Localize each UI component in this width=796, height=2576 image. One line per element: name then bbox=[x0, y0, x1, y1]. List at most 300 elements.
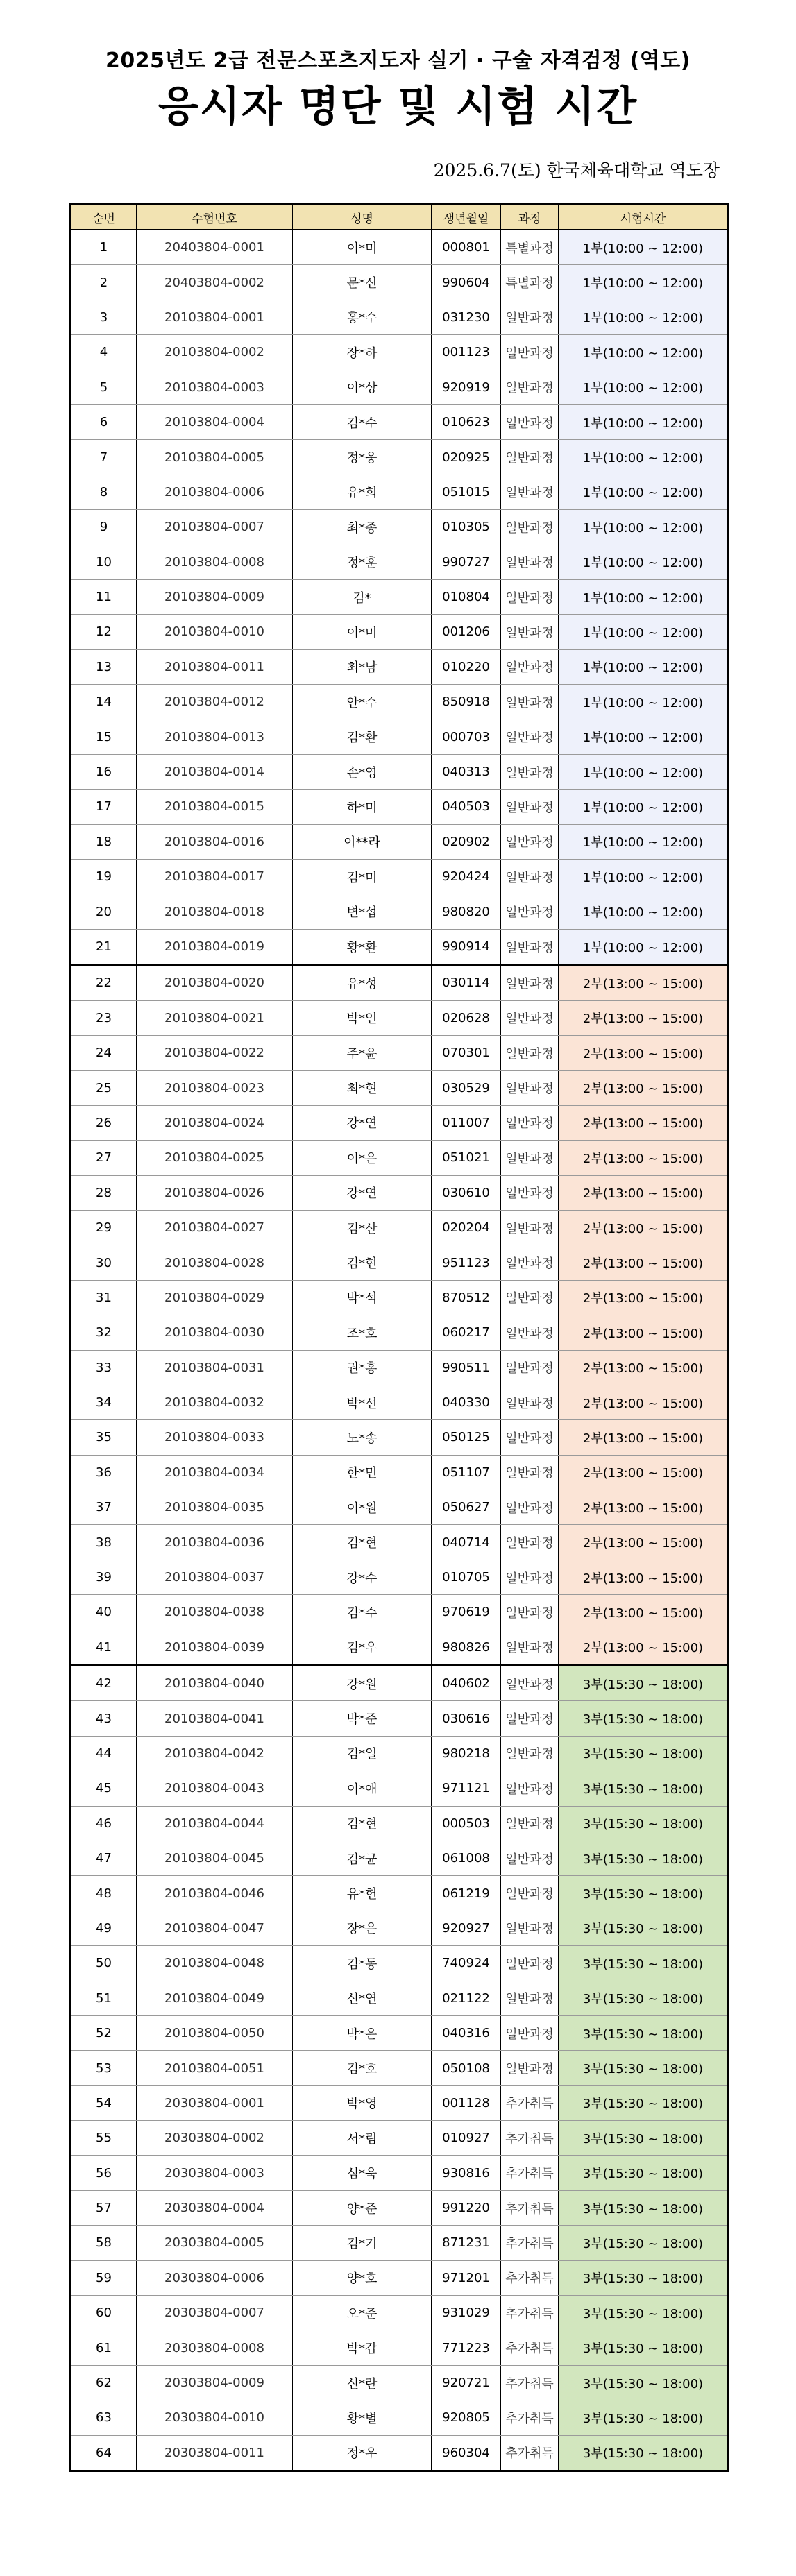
cell-course: 특별과정 bbox=[501, 230, 559, 265]
cell-course: 일반과정 bbox=[501, 1841, 559, 1875]
table-row bbox=[71, 754, 729, 789]
cell-exam-number: 20103804-0049 bbox=[137, 1981, 293, 2015]
cell-no: 20 bbox=[71, 894, 137, 929]
cell-course: 일반과정 bbox=[501, 965, 559, 1000]
cell-course: 일반과정 bbox=[501, 1595, 559, 1630]
cell-exam-time: 2부(13:00 ~ 15:00) bbox=[559, 1595, 729, 1630]
cell-exam-time: 2부(13:00 ~ 15:00) bbox=[559, 1630, 729, 1665]
cell-exam-number: 20103804-0048 bbox=[137, 1946, 293, 1981]
cell-exam-time: 3부(15:30 ~ 18:00) bbox=[559, 2260, 729, 2295]
cell-name: 이*미 bbox=[293, 615, 432, 649]
cell-no: 61 bbox=[71, 2330, 137, 2365]
cell-no: 34 bbox=[71, 1385, 137, 1419]
cell-no: 59 bbox=[71, 2260, 137, 2295]
cell-no: 38 bbox=[71, 1525, 137, 1560]
cell-no: 55 bbox=[71, 2121, 137, 2156]
table-row bbox=[71, 2190, 729, 2225]
table-row bbox=[71, 1560, 729, 1594]
cell-name: 김*일 bbox=[293, 1736, 432, 1771]
cell-no: 16 bbox=[71, 754, 137, 789]
cell-course: 일반과정 bbox=[501, 719, 559, 754]
cell-no: 6 bbox=[71, 404, 137, 439]
cell-course: 일반과정 bbox=[501, 615, 559, 649]
cell-exam-time: 2부(13:00 ~ 15:00) bbox=[559, 1525, 729, 1560]
table-row bbox=[71, 965, 729, 1000]
cell-name: 변*섭 bbox=[293, 894, 432, 929]
cell-no: 36 bbox=[71, 1455, 137, 1490]
cell-course: 일반과정 bbox=[501, 1455, 559, 1490]
cell-birthdate: 051015 bbox=[432, 475, 501, 509]
table-row bbox=[71, 265, 729, 300]
cell-birthdate: 051107 bbox=[432, 1455, 501, 1490]
cell-course: 일반과정 bbox=[501, 824, 559, 859]
cell-name: 정*웅 bbox=[293, 440, 432, 475]
table-row bbox=[71, 1035, 729, 1070]
cell-no: 48 bbox=[71, 1876, 137, 1911]
cell-exam-time: 1부(10:00 ~ 12:00) bbox=[559, 685, 729, 719]
cell-course: 일반과정 bbox=[501, 1350, 559, 1385]
cell-birthdate: 931029 bbox=[432, 2296, 501, 2330]
cell-exam-time: 3부(15:30 ~ 18:00) bbox=[559, 1911, 729, 1945]
cell-course: 일반과정 bbox=[501, 545, 559, 579]
cell-exam-time: 3부(15:30 ~ 18:00) bbox=[559, 2226, 729, 2260]
cell-exam-number: 20103804-0011 bbox=[137, 649, 293, 684]
cell-exam-number: 20103804-0020 bbox=[137, 965, 293, 1000]
cell-exam-time: 2부(13:00 ~ 15:00) bbox=[559, 1560, 729, 1594]
cell-birthdate: 990727 bbox=[432, 545, 501, 579]
cell-exam-number: 20103804-0047 bbox=[137, 1911, 293, 1945]
cell-birthdate: 010804 bbox=[432, 579, 501, 614]
cell-exam-number: 20403804-0002 bbox=[137, 265, 293, 300]
cell-name: 강*원 bbox=[293, 1666, 432, 1701]
table-row bbox=[71, 335, 729, 370]
cell-exam-number: 20303804-0010 bbox=[137, 2400, 293, 2435]
table-row bbox=[71, 1280, 729, 1315]
cell-birthdate: 990511 bbox=[432, 1350, 501, 1385]
cell-birthdate: 850918 bbox=[432, 685, 501, 719]
cell-birthdate: 021122 bbox=[432, 1981, 501, 2015]
cell-name: 김*수 bbox=[293, 1595, 432, 1630]
cell-name: 이*은 bbox=[293, 1141, 432, 1175]
cell-exam-number: 20103804-0010 bbox=[137, 615, 293, 649]
table-row bbox=[71, 1141, 729, 1175]
cell-no: 53 bbox=[71, 2051, 137, 2085]
cell-no: 4 bbox=[71, 335, 137, 370]
cell-name: 박*은 bbox=[293, 2015, 432, 2050]
cell-course: 일반과정 bbox=[501, 1771, 559, 1806]
cell-exam-time: 2부(13:00 ~ 15:00) bbox=[559, 1350, 729, 1385]
cell-birthdate: 040316 bbox=[432, 2015, 501, 2050]
table-row bbox=[71, 1736, 729, 1771]
cell-name: 이*상 bbox=[293, 370, 432, 404]
cell-exam-number: 20303804-0002 bbox=[137, 2121, 293, 2156]
cell-name: 김*산 bbox=[293, 1210, 432, 1245]
cell-no: 56 bbox=[71, 2156, 137, 2190]
cell-no: 58 bbox=[71, 2226, 137, 2260]
cell-exam-time: 1부(10:00 ~ 12:00) bbox=[559, 719, 729, 754]
cell-birthdate: 040602 bbox=[432, 1666, 501, 1701]
cell-birthdate: 040330 bbox=[432, 1385, 501, 1419]
cell-exam-time: 1부(10:00 ~ 12:00) bbox=[559, 790, 729, 824]
cell-name: 최*종 bbox=[293, 510, 432, 545]
cell-course: 특별과정 bbox=[501, 265, 559, 300]
cell-no: 11 bbox=[71, 579, 137, 614]
cell-exam-number: 20103804-0002 bbox=[137, 335, 293, 370]
table-row bbox=[71, 545, 729, 579]
cell-exam-time: 2부(13:00 ~ 15:00) bbox=[559, 1071, 729, 1105]
cell-exam-number: 20303804-0008 bbox=[137, 2330, 293, 2365]
cell-name: 정*훈 bbox=[293, 545, 432, 579]
table-row bbox=[71, 1771, 729, 1806]
cell-name: 강*연 bbox=[293, 1175, 432, 1210]
cell-exam-time: 3부(15:30 ~ 18:00) bbox=[559, 1806, 729, 1841]
cell-birthdate: 061008 bbox=[432, 1841, 501, 1875]
cell-exam-number: 20303804-0007 bbox=[137, 2296, 293, 2330]
cell-no: 27 bbox=[71, 1141, 137, 1175]
table-row bbox=[71, 1946, 729, 1981]
cell-exam-number: 20103804-0015 bbox=[137, 790, 293, 824]
cell-name: 박*석 bbox=[293, 1280, 432, 1315]
cell-exam-time: 3부(15:30 ~ 18:00) bbox=[559, 1771, 729, 1806]
cell-birthdate: 871231 bbox=[432, 2226, 501, 2260]
cell-name: 최*남 bbox=[293, 649, 432, 684]
cell-exam-number: 20103804-0029 bbox=[137, 1280, 293, 1315]
cell-birthdate: 020204 bbox=[432, 1210, 501, 1245]
cell-no: 50 bbox=[71, 1946, 137, 1981]
cell-course: 일반과정 bbox=[501, 404, 559, 439]
cell-birthdate: 040714 bbox=[432, 1525, 501, 1560]
cell-no: 49 bbox=[71, 1911, 137, 1945]
table-row bbox=[71, 1911, 729, 1945]
cell-exam-number: 20103804-0023 bbox=[137, 1071, 293, 1105]
cell-birthdate: 980826 bbox=[432, 1630, 501, 1665]
cell-course: 일반과정 bbox=[501, 579, 559, 614]
cell-exam-number: 20103804-0001 bbox=[137, 300, 293, 334]
cell-birthdate: 980218 bbox=[432, 1736, 501, 1771]
cell-course: 일반과정 bbox=[501, 1876, 559, 1911]
candidate-roster-table bbox=[69, 203, 729, 2472]
table-row bbox=[71, 1490, 729, 1525]
cell-exam-number: 20103804-0008 bbox=[137, 545, 293, 579]
table-row bbox=[71, 685, 729, 719]
table-row bbox=[71, 1876, 729, 1911]
column-header-exam-time: 시험시간 bbox=[559, 205, 729, 230]
cell-birthdate: 000503 bbox=[432, 1806, 501, 1841]
column-header-name: 성명 bbox=[293, 205, 432, 230]
cell-exam-time: 1부(10:00 ~ 12:00) bbox=[559, 404, 729, 439]
cell-no: 29 bbox=[71, 1210, 137, 1245]
cell-exam-number: 20303804-0004 bbox=[137, 2190, 293, 2225]
cell-no: 54 bbox=[71, 2085, 137, 2120]
cell-course: 추가취득 bbox=[501, 2226, 559, 2260]
cell-exam-number: 20103804-0026 bbox=[137, 1175, 293, 1210]
table-row bbox=[71, 1525, 729, 1560]
cell-exam-number: 20103804-0019 bbox=[137, 929, 293, 964]
cell-birthdate: 000801 bbox=[432, 230, 501, 265]
cell-course: 일반과정 bbox=[501, 1035, 559, 1070]
cell-course: 일반과정 bbox=[501, 2015, 559, 2050]
cell-no: 63 bbox=[71, 2400, 137, 2435]
cell-no: 35 bbox=[71, 1420, 137, 1455]
cell-no: 28 bbox=[71, 1175, 137, 1210]
table-row bbox=[71, 1210, 729, 1245]
cell-exam-time: 1부(10:00 ~ 12:00) bbox=[559, 440, 729, 475]
table-row bbox=[71, 1981, 729, 2015]
cell-exam-number: 20103804-0005 bbox=[137, 440, 293, 475]
cell-birthdate: 970619 bbox=[432, 1595, 501, 1630]
cell-exam-number: 20103804-0027 bbox=[137, 1210, 293, 1245]
cell-no: 46 bbox=[71, 1806, 137, 1841]
cell-no: 51 bbox=[71, 1981, 137, 2015]
cell-name: 유*성 bbox=[293, 965, 432, 1000]
cell-no: 3 bbox=[71, 300, 137, 334]
cell-course: 일반과정 bbox=[501, 894, 559, 929]
cell-no: 14 bbox=[71, 685, 137, 719]
cell-birthdate: 050125 bbox=[432, 1420, 501, 1455]
cell-course: 추가취득 bbox=[501, 2190, 559, 2225]
cell-exam-number: 20303804-0005 bbox=[137, 2226, 293, 2260]
cell-birthdate: 060217 bbox=[432, 1315, 501, 1350]
table-row bbox=[71, 1630, 729, 1665]
table-row bbox=[71, 1315, 729, 1350]
cell-course: 일반과정 bbox=[501, 860, 559, 894]
cell-name: 강*수 bbox=[293, 1560, 432, 1594]
cell-course: 일반과정 bbox=[501, 1630, 559, 1665]
cell-name: 안*수 bbox=[293, 685, 432, 719]
cell-exam-time: 3부(15:30 ~ 18:00) bbox=[559, 1981, 729, 2015]
cell-no: 13 bbox=[71, 649, 137, 684]
cell-name: 신*란 bbox=[293, 2365, 432, 2400]
cell-exam-number: 20103804-0013 bbox=[137, 719, 293, 754]
cell-exam-number: 20103804-0018 bbox=[137, 894, 293, 929]
header-row bbox=[71, 205, 729, 230]
cell-name: 이*원 bbox=[293, 1490, 432, 1525]
cell-name: 김*수 bbox=[293, 404, 432, 439]
cell-no: 30 bbox=[71, 1245, 137, 1280]
cell-exam-number: 20303804-0003 bbox=[137, 2156, 293, 2190]
cell-exam-number: 20303804-0001 bbox=[137, 2085, 293, 2120]
cell-birthdate: 070301 bbox=[432, 1035, 501, 1070]
cell-no: 1 bbox=[71, 230, 137, 265]
cell-birthdate: 971201 bbox=[432, 2260, 501, 2295]
cell-no: 44 bbox=[71, 1736, 137, 1771]
cell-no: 43 bbox=[71, 1701, 137, 1736]
table-row bbox=[71, 2226, 729, 2260]
cell-exam-number: 20103804-0045 bbox=[137, 1841, 293, 1875]
cell-name: 정*우 bbox=[293, 2435, 432, 2471]
cell-birthdate: 030616 bbox=[432, 1701, 501, 1736]
cell-name: 김*환 bbox=[293, 719, 432, 754]
cell-birthdate: 011007 bbox=[432, 1105, 501, 1140]
table-header bbox=[71, 205, 729, 230]
exam-date-venue: 2025.6.7(토) 한국체육대학교 역도장 bbox=[433, 160, 720, 180]
cell-exam-number: 20103804-0040 bbox=[137, 1666, 293, 1701]
cell-exam-time: 3부(15:30 ~ 18:00) bbox=[559, 2051, 729, 2085]
cell-exam-time: 2부(13:00 ~ 15:00) bbox=[559, 1490, 729, 1525]
cell-exam-number: 20103804-0009 bbox=[137, 579, 293, 614]
table-row bbox=[71, 1000, 729, 1035]
cell-exam-time: 1부(10:00 ~ 12:00) bbox=[559, 545, 729, 579]
cell-name: 박*선 bbox=[293, 1385, 432, 1419]
cell-birthdate: 991220 bbox=[432, 2190, 501, 2225]
cell-name: 한*민 bbox=[293, 1455, 432, 1490]
cell-birthdate: 000703 bbox=[432, 719, 501, 754]
cell-name: 김*균 bbox=[293, 1841, 432, 1875]
cell-no: 23 bbox=[71, 1000, 137, 1035]
cell-exam-number: 20103804-0031 bbox=[137, 1350, 293, 1385]
cell-name: 심*욱 bbox=[293, 2156, 432, 2190]
cell-exam-time: 2부(13:00 ~ 15:00) bbox=[559, 1385, 729, 1419]
cell-no: 37 bbox=[71, 1490, 137, 1525]
table-row bbox=[71, 1455, 729, 1490]
cell-exam-number: 20103804-0030 bbox=[137, 1315, 293, 1350]
cell-exam-number: 20103804-0042 bbox=[137, 1736, 293, 1771]
cell-course: 일반과정 bbox=[501, 335, 559, 370]
cell-birthdate: 001206 bbox=[432, 615, 501, 649]
table-row bbox=[71, 894, 729, 929]
cell-name: 문*신 bbox=[293, 265, 432, 300]
cell-no: 64 bbox=[71, 2435, 137, 2471]
cell-exam-time: 1부(10:00 ~ 12:00) bbox=[559, 300, 729, 334]
cell-no: 32 bbox=[71, 1315, 137, 1350]
cell-exam-time: 2부(13:00 ~ 15:00) bbox=[559, 1210, 729, 1245]
cell-course: 일반과정 bbox=[501, 475, 559, 509]
table-row bbox=[71, 2051, 729, 2085]
cell-no: 62 bbox=[71, 2365, 137, 2400]
table-row bbox=[71, 2435, 729, 2471]
cell-name: 하*미 bbox=[293, 790, 432, 824]
cell-course: 일반과정 bbox=[501, 1141, 559, 1175]
cell-no: 39 bbox=[71, 1560, 137, 1594]
column-header-birthdate: 생년월일 bbox=[432, 205, 501, 230]
cell-exam-time: 3부(15:30 ~ 18:00) bbox=[559, 1876, 729, 1911]
cell-exam-time: 1부(10:00 ~ 12:00) bbox=[559, 475, 729, 509]
cell-exam-number: 20103804-0046 bbox=[137, 1876, 293, 1911]
cell-course: 일반과정 bbox=[501, 1175, 559, 1210]
cell-no: 12 bbox=[71, 615, 137, 649]
cell-no: 26 bbox=[71, 1105, 137, 1140]
cell-exam-number: 20303804-0006 bbox=[137, 2260, 293, 2295]
cell-course: 추가취득 bbox=[501, 2260, 559, 2295]
cell-no: 8 bbox=[71, 475, 137, 509]
cell-course: 일반과정 bbox=[501, 1210, 559, 1245]
cell-exam-time: 1부(10:00 ~ 12:00) bbox=[559, 335, 729, 370]
cell-no: 17 bbox=[71, 790, 137, 824]
cell-exam-time: 2부(13:00 ~ 15:00) bbox=[559, 1141, 729, 1175]
table-row bbox=[71, 719, 729, 754]
cell-no: 24 bbox=[71, 1035, 137, 1070]
table-row bbox=[71, 2121, 729, 2156]
cell-course: 일반과정 bbox=[501, 1071, 559, 1105]
table-row bbox=[71, 510, 729, 545]
cell-birthdate: 020902 bbox=[432, 824, 501, 859]
table-row bbox=[71, 1841, 729, 1875]
cell-exam-time: 1부(10:00 ~ 12:00) bbox=[559, 615, 729, 649]
cell-exam-time: 3부(15:30 ~ 18:00) bbox=[559, 1666, 729, 1701]
table-row bbox=[71, 1595, 729, 1630]
cell-birthdate: 010705 bbox=[432, 1560, 501, 1594]
table-row bbox=[71, 649, 729, 684]
cell-course: 일반과정 bbox=[501, 1946, 559, 1981]
cell-birthdate: 030610 bbox=[432, 1175, 501, 1210]
cell-birthdate: 740924 bbox=[432, 1946, 501, 1981]
cell-course: 추가취득 bbox=[501, 2400, 559, 2435]
cell-exam-time: 2부(13:00 ~ 15:00) bbox=[559, 965, 729, 1000]
table-row bbox=[71, 790, 729, 824]
cell-birthdate: 001128 bbox=[432, 2085, 501, 2120]
cell-name: 권*홍 bbox=[293, 1350, 432, 1385]
cell-exam-time: 2부(13:00 ~ 15:00) bbox=[559, 1000, 729, 1035]
cell-name: 장*하 bbox=[293, 335, 432, 370]
cell-course: 일반과정 bbox=[501, 510, 559, 545]
cell-birthdate: 920927 bbox=[432, 1911, 501, 1945]
cell-name: 박*갑 bbox=[293, 2330, 432, 2365]
table-row bbox=[71, 1420, 729, 1455]
cell-name: 김*현 bbox=[293, 1245, 432, 1280]
table-row bbox=[71, 230, 729, 265]
cell-course: 일반과정 bbox=[501, 1315, 559, 1350]
cell-exam-time: 1부(10:00 ~ 12:00) bbox=[559, 510, 729, 545]
cell-exam-time: 1부(10:00 ~ 12:00) bbox=[559, 754, 729, 789]
cell-name: 조*호 bbox=[293, 1315, 432, 1350]
cell-name: 이**라 bbox=[293, 824, 432, 859]
cell-course: 추가취득 bbox=[501, 2330, 559, 2365]
document-subtitle: 2025년도 2급 전문스포츠지도자 실기 · 구술 자격검정 (역도) bbox=[105, 49, 691, 73]
table-row bbox=[71, 1350, 729, 1385]
cell-name: 김*기 bbox=[293, 2226, 432, 2260]
table-row bbox=[71, 824, 729, 859]
cell-course: 일반과정 bbox=[501, 929, 559, 964]
cell-exam-number: 20103804-0025 bbox=[137, 1141, 293, 1175]
cell-no: 31 bbox=[71, 1280, 137, 1315]
cell-exam-time: 1부(10:00 ~ 12:00) bbox=[559, 824, 729, 859]
cell-birthdate: 951123 bbox=[432, 1245, 501, 1280]
cell-exam-number: 20103804-0037 bbox=[137, 1560, 293, 1594]
cell-course: 추가취득 bbox=[501, 2296, 559, 2330]
cell-birthdate: 771223 bbox=[432, 2330, 501, 2365]
cell-name: 유*헌 bbox=[293, 1876, 432, 1911]
cell-exam-time: 2부(13:00 ~ 15:00) bbox=[559, 1105, 729, 1140]
cell-birthdate: 030529 bbox=[432, 1071, 501, 1105]
cell-exam-time: 3부(15:30 ~ 18:00) bbox=[559, 2365, 729, 2400]
cell-birthdate: 010220 bbox=[432, 649, 501, 684]
cell-birthdate: 030114 bbox=[432, 965, 501, 1000]
cell-exam-number: 20103804-0036 bbox=[137, 1525, 293, 1560]
cell-no: 22 bbox=[71, 965, 137, 1000]
cell-birthdate: 031230 bbox=[432, 300, 501, 334]
cell-name: 유*희 bbox=[293, 475, 432, 509]
cell-name: 양*호 bbox=[293, 2260, 432, 2295]
cell-no: 40 bbox=[71, 1595, 137, 1630]
table-row bbox=[71, 615, 729, 649]
table-row bbox=[71, 2400, 729, 2435]
cell-course: 일반과정 bbox=[501, 1736, 559, 1771]
table-row bbox=[71, 2156, 729, 2190]
cell-birthdate: 930816 bbox=[432, 2156, 501, 2190]
cell-name: 황*환 bbox=[293, 929, 432, 964]
cell-exam-number: 20103804-0006 bbox=[137, 475, 293, 509]
table-row bbox=[71, 440, 729, 475]
table-row bbox=[71, 860, 729, 894]
table-row bbox=[71, 2296, 729, 2330]
column-header-exam-number: 수험번호 bbox=[137, 205, 293, 230]
cell-name: 김* bbox=[293, 579, 432, 614]
table-row bbox=[71, 2365, 729, 2400]
table-row bbox=[71, 2085, 729, 2120]
cell-exam-time: 2부(13:00 ~ 15:00) bbox=[559, 1420, 729, 1455]
cell-exam-number: 20103804-0050 bbox=[137, 2015, 293, 2050]
cell-course: 일반과정 bbox=[501, 1000, 559, 1035]
